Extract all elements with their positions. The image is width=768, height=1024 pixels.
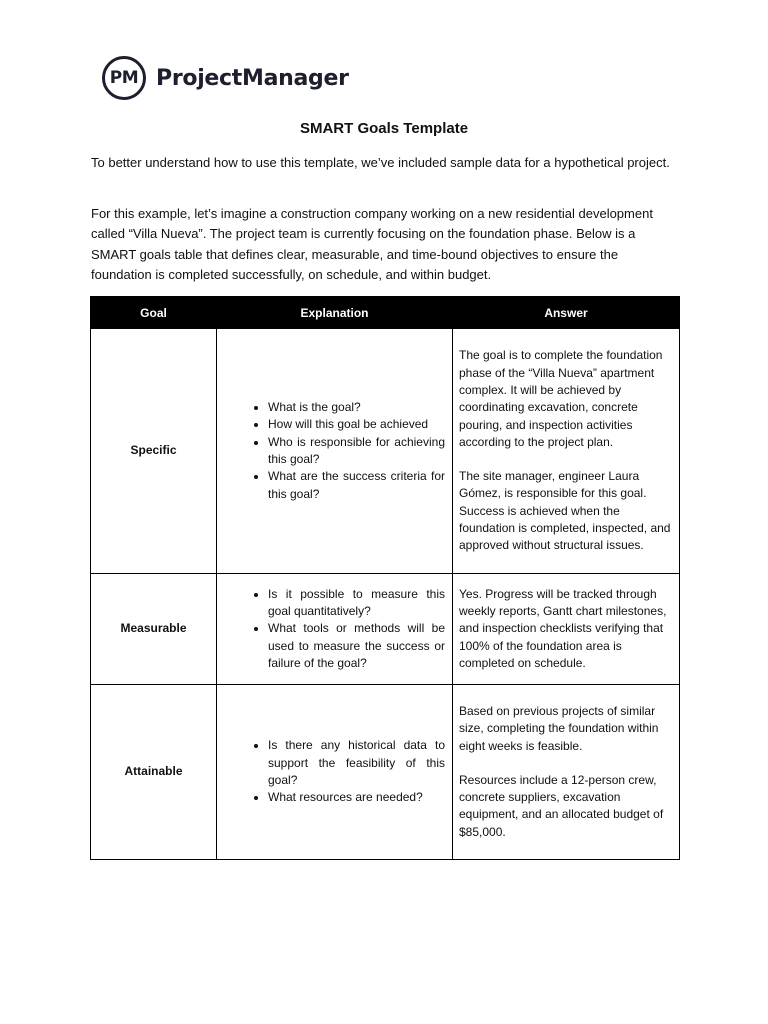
- header-answer: Answer: [453, 297, 680, 329]
- answer-paragraph: Based on previous projects of similar size, completing the foundation within eight weeks is feasible.: [459, 703, 659, 753]
- table-row: [91, 685, 680, 860]
- list-item: • What is the goal?: [268, 399, 445, 416]
- answer-cell: [453, 685, 680, 860]
- list-item: • How will this goal be achieved: [268, 416, 445, 433]
- page-title: SMART Goals Template: [299, 120, 469, 137]
- projectmanager-logo: [92, 56, 349, 100]
- list-item: • What tools or methods will be used to measure the success or failure of the goal?: [268, 620, 445, 672]
- explanation-cell: [217, 685, 453, 860]
- intro-paragraph-2: For this example, let’s imagine a construction company working on a new residential development called “Villa Nueva”. The project team is currently focusing on the foundation phase. Below is a SMART goals table that defines clear, measurable, and time-bound objectives to ensure the foundation is completed successfully, on schedule, and within budget.: [91, 206, 653, 282]
- pm-logo-icon: PM: [102, 56, 146, 100]
- intro-paragraph-1: To better understand how to use this template, we’ve included sample data for a hypothetical project.: [91, 155, 670, 170]
- goal-cell: Specific: [91, 329, 217, 574]
- list-item: • Is it possible to measure this goal quantitatively?: [268, 586, 445, 621]
- list-item: • Who is responsible for achieving this goal?: [268, 434, 445, 469]
- explanation-cell: [217, 329, 453, 574]
- header-goal: Goal: [91, 297, 217, 329]
- goal-cell: Measurable: [91, 574, 217, 685]
- list-item: • Is there any historical data to support the feasibility of this goal?: [268, 737, 445, 789]
- header-explanation: Explanation: [217, 297, 453, 329]
- answer-cell: [453, 329, 680, 574]
- answer-paragraph: Resources include a 12-person crew, concrete suppliers, excavation equipment, and an allocated budget of $85,000.: [459, 772, 664, 839]
- table-row: [91, 574, 680, 685]
- explanation-list: [245, 586, 445, 672]
- smart-goals-table: [90, 296, 680, 860]
- goal-cell: Attainable: [91, 685, 217, 860]
- answer-paragraph: Yes. Progress will be tracked through weekly reports, Gantt chart milestones, and inspection checklists verifying that 100% of the foundation area is completed on schedule.: [459, 586, 667, 670]
- table-header-row: [91, 297, 680, 329]
- table-row: [91, 329, 680, 574]
- explanation-list: [245, 399, 445, 503]
- answer-paragraph: The site manager, engineer Laura Gómez, is responsible for this goal. Success is achieved when the foundation is completed, inspected, and approved without structural issues.: [459, 469, 671, 553]
- explanation-cell: [217, 574, 453, 685]
- list-item: • What resources are needed?: [268, 789, 445, 806]
- list-item: • What are the success criteria for this goal?: [268, 468, 445, 503]
- explanation-list: [245, 737, 445, 806]
- answer-paragraph: The goal is to complete the foundation phase of the “Villa Nueva” apartment complex. It will be achieved by coordinating excavation, concrete pouring, and inspection activities according to the project plan.: [459, 348, 663, 449]
- logo-wordmark: ProjectManager: [156, 65, 349, 91]
- answer-cell: [453, 574, 680, 685]
